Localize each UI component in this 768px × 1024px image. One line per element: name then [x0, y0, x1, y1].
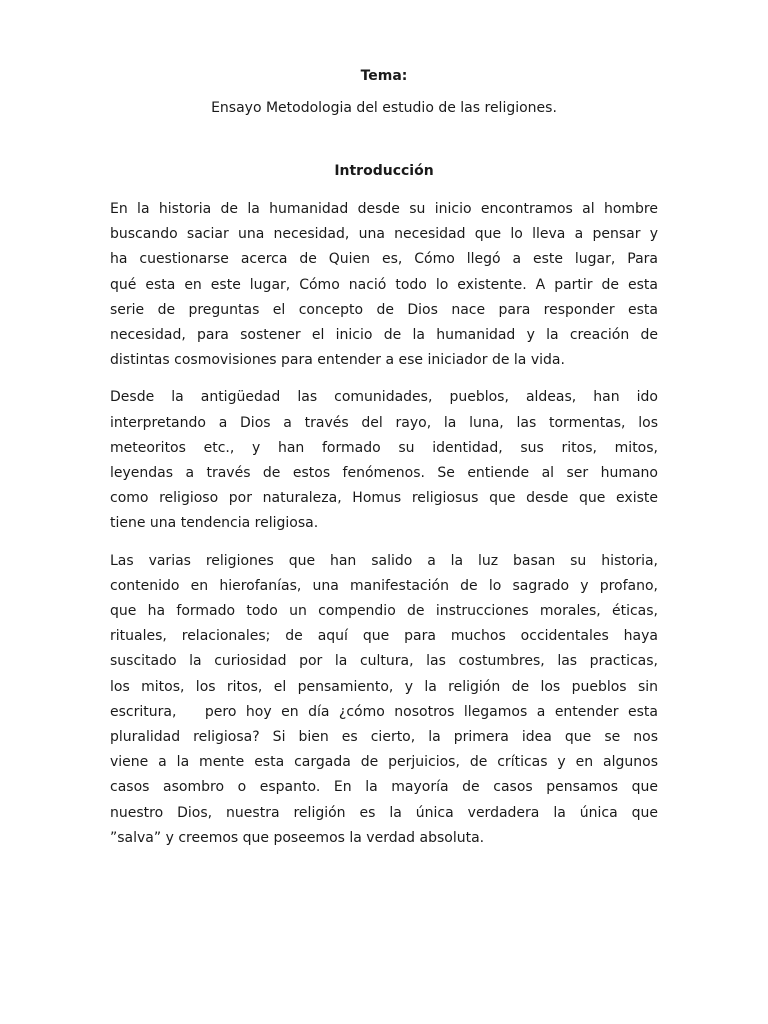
text-line: serie de preguntas el concepto de Dios nace para responder esta [110, 301, 658, 318]
text-line: ha cuestionarse acerca de Quien es, Cómo llegó a este lugar, Para [110, 251, 658, 268]
paragraph-2 [110, 385, 658, 536]
paragraph-3 [110, 549, 658, 851]
text-line: Desde la antigüedad las comunidades, pueblos, aldeas, han ido [110, 389, 658, 406]
essay-title: Ensayo Metodologia del estudio de las religiones. [211, 100, 557, 116]
text-line: como religioso por naturaleza, Homus religiosus que desde que existe [110, 490, 658, 507]
text-line: Las varias religiones que han salido a la luz basan su historia, [110, 552, 658, 569]
document-body [110, 197, 658, 863]
text-line: ”salva” y creemos que poseemos la verdad absoluta. [110, 829, 485, 846]
theme-label: Tema: [360, 68, 408, 84]
text-line: escritura, pero hoy en día ¿cómo nosotros llegamos a entender esta [110, 703, 658, 720]
text-line: que ha formado todo un compendio de instrucciones morales, éticas, [110, 603, 658, 620]
text-line: qué esta en este lugar, Cómo nació todo lo existente. A partir de esta [110, 276, 658, 293]
paragraph-1 [110, 197, 658, 373]
text-line: leyendas a través de estos fenómenos. Se entiende al ser humano [110, 465, 658, 482]
text-line: En la historia de la humanidad desde su inicio encontramos al hombre [110, 201, 658, 217]
text-line: viene a la mente esta cargada de perjuicios, de críticas y en algunos [110, 754, 658, 771]
text-line: distintas cosmovisiones para entender a ese iniciador de la vida. [110, 352, 565, 369]
text-line: meteoritos etc., y han formado su identidad, sus ritos, mitos, [110, 439, 658, 456]
text-line: buscando saciar una necesidad, una necesidad que lo lleva a pensar y [110, 226, 658, 243]
text-line: contenido en hierofanías, una manifestación de lo sagrado y profano, [110, 577, 658, 594]
section-heading-introduccion: Introducción [334, 163, 434, 179]
text-line: los mitos, los ritos, el pensamiento, y la religión de los pueblos sin [110, 678, 658, 695]
text-line: casos asombro o espanto. En la mayoría de casos pensamos que [110, 779, 658, 796]
text-line: suscitado la curiosidad por la cultura, las costumbres, las practicas, [110, 653, 658, 670]
text-line: necesidad, para sostener el inicio de la humanidad y la creación de [110, 327, 658, 344]
text-line: pluralidad religiosa? Si bien es cierto, la primera idea que se nos [110, 729, 658, 746]
text-line: tiene una tendencia religiosa. [110, 515, 319, 532]
text-line: rituales, relacionales; de aquí que para muchos occidentales haya [110, 628, 658, 645]
text-line: nuestro Dios, nuestra religión es la única verdadera la única que [110, 804, 658, 821]
text-line: interpretando a Dios a través del rayo, la luna, las tormentas, los [110, 414, 658, 431]
